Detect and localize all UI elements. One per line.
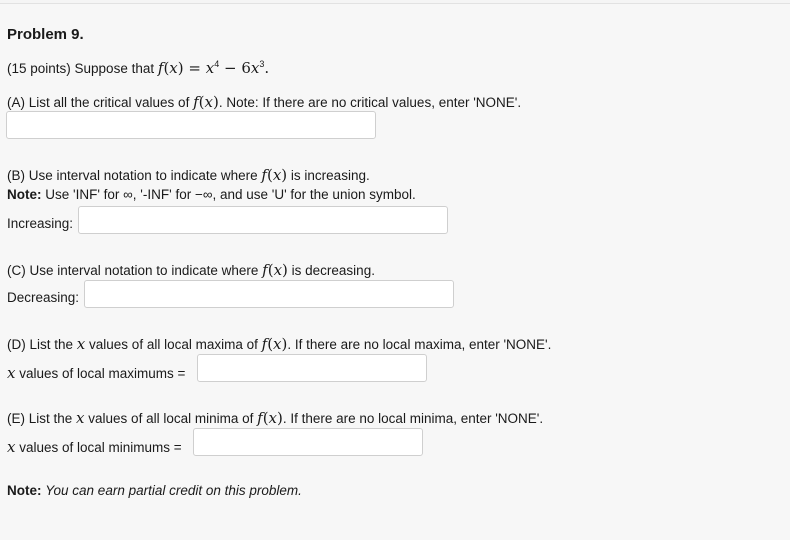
part-e-fx: f (257, 409, 263, 427)
problem-title: Problem 9. (7, 26, 84, 43)
part-d-text-mid: values of all local maxima of (89, 337, 258, 352)
part-e-question: (E) List the x values of all local minima of f(x). If there are no local minima, enter 'NONE'. (7, 409, 544, 427)
part-d-text: (D) List the (7, 337, 74, 352)
decreasing-input[interactable] (84, 280, 454, 308)
increasing-label: Increasing: (7, 216, 74, 231)
function-expression: f (157, 59, 164, 77)
part-d-fx: f (261, 335, 268, 353)
part-b-note-label: Note: (7, 187, 42, 202)
part-b-note-text: Use 'INF' for ∞, '-INF' for −∞, and use 'U' for the union symbol. (45, 187, 416, 202)
local-max-label-text: values of local maximums = (19, 366, 186, 381)
footer-note-label: Note: (7, 483, 42, 498)
part-d-text-after: . If there are no local maxima, enter 'NONE'. (287, 337, 552, 352)
local-max-input[interactable] (197, 354, 427, 382)
part-d-x: x (76, 335, 86, 353)
part-b-note (7, 187, 416, 202)
increasing-input[interactable] (78, 206, 448, 234)
part-e-text-after: . If there are no local minima, enter 'NONE'. (282, 411, 544, 426)
part-c-text: (C) Use interval notation to indicate where (7, 263, 259, 278)
part-c-fx: f (262, 261, 268, 279)
part-b-text: (B) Use interval notation to indicate where (7, 168, 258, 183)
problem-intro: (15 points) Suppose that $f(x) = x^4 - 6x^3$. (7, 59, 270, 77)
part-b-question: (B) Use interval notation to indicate where f(x) is increasing. (7, 166, 370, 184)
part-a-text: (A) List all the critical values of (7, 95, 190, 110)
part-c-text-after: is decreasing. (291, 263, 375, 278)
part-e-text: (E) List the (7, 411, 73, 426)
part-d-question: (D) List the x values of all local maxima of f(x). If there are no local maxima, enter 'NONE'. (7, 335, 552, 353)
part-a-fx: f (193, 93, 199, 111)
decreasing-label: Decreasing: (7, 290, 80, 305)
critical-values-input[interactable] (6, 111, 376, 139)
part-e-x: x (76, 409, 85, 427)
part-b-text-after: is increasing. (290, 168, 370, 183)
part-c-question: (C) Use interval notation to indicate where f(x) is decreasing. (7, 261, 375, 279)
local-min-input[interactable] (193, 428, 423, 456)
part-a-text-after: . Note: If there are no critical values, enter 'NONE'. (218, 95, 522, 110)
part-b-fx: f (261, 166, 267, 184)
local-max-label: x values of local maximums = (7, 364, 186, 382)
footer-note (7, 483, 302, 498)
part-a-question: (A) List all the critical values of f(x). Note: If there are no critical values, enter 'NONE'. (7, 93, 522, 111)
intro-text: (15 points) Suppose that (7, 61, 155, 76)
part-e-text-mid: values of all local minima of (88, 411, 254, 426)
local-min-label-text: values of local minimums = (19, 440, 182, 455)
footer-note-text: You can earn partial credit on this problem. (45, 483, 302, 498)
local-min-label: x values of local minimums = (7, 438, 182, 456)
